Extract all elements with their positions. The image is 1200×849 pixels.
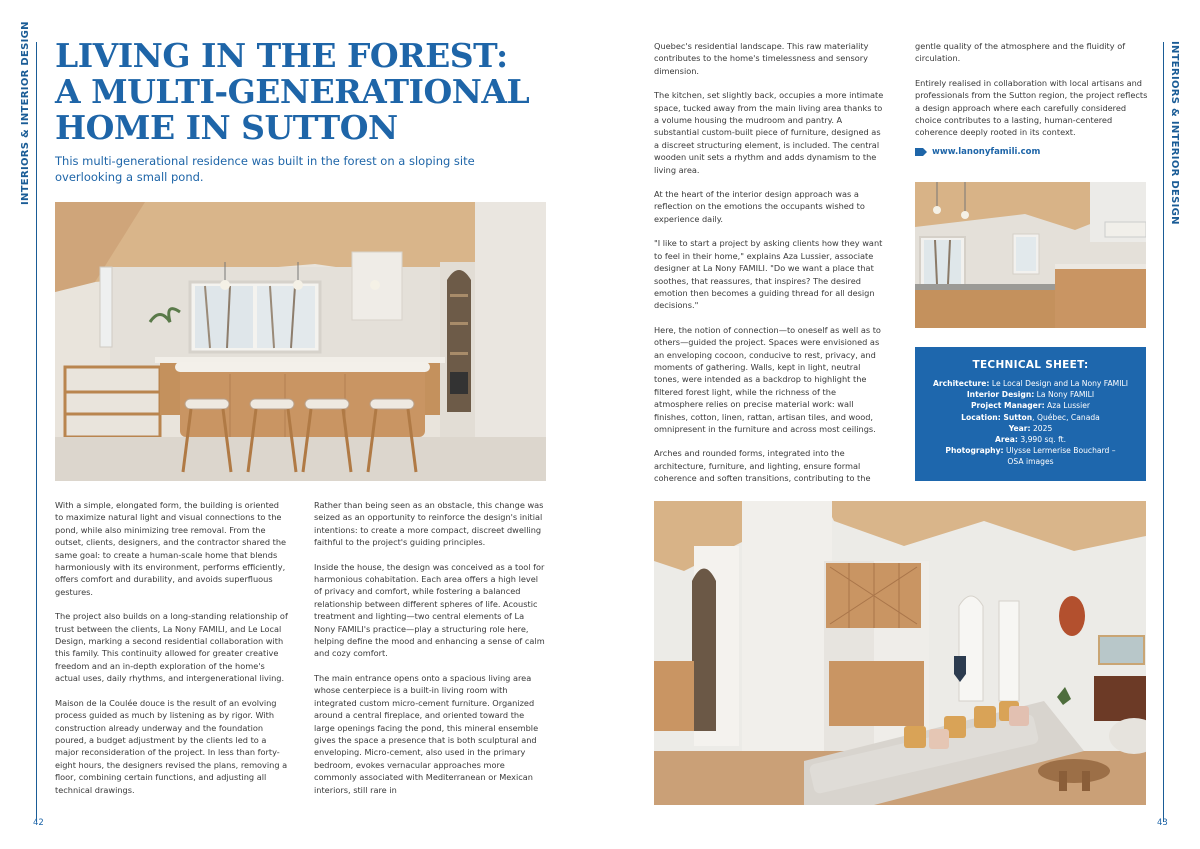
- body-column-4: [915, 40, 1148, 151]
- tech-label: Year:: [1008, 423, 1031, 433]
- tech-row-photography-cont: [915, 456, 1146, 467]
- website-url: www.lanonyfamili.com: [932, 147, 1041, 157]
- paragraph: Quebec's residential landscape. This raw materiality contributes to the home's timelessness and sensory dimension.: [654, 41, 869, 76]
- technical-sheet-heading: TECHNICAL SHEET:: [972, 359, 1089, 371]
- tech-label: Photography:: [945, 446, 1004, 456]
- section-label-left: INTERIORS & INTERIOR DESIGN: [20, 21, 31, 205]
- paragraph: The kitchen, set slightly back, occupies a more intimate space, tucked away from the main living area thanks to a volume housing the mudroom and pantry. A substantial custom-built piece of furniture, designed as a discreet structuring element, is included. The central wooden unit sets a rhythm and adds dynamism to the living area.: [654, 90, 884, 175]
- paragraph: At the heart of the interior design approach was a reflection on the emotions the occupants wished to experience daily.: [654, 189, 865, 224]
- side-rule-right: [1163, 42, 1164, 822]
- side-rule-left: [36, 42, 37, 822]
- paragraph: Rather than being seen as an obstacle, this change was seized as an opportunity to reinforce the design's initial intentions: to create a more compact, discreet dwelling faithful to the project's guiding principles.: [314, 500, 544, 548]
- arrow-right-icon: [915, 148, 927, 156]
- page-number-left: 42: [33, 818, 44, 828]
- article-intro: This multi-generational residence was built in the forest on a sloping site overlooking a small pond.: [55, 154, 475, 184]
- tech-value: 3,990 sq. ft.: [1017, 435, 1067, 445]
- tech-row-architecture: [915, 378, 1146, 389]
- paragraph: Maison de la Coulée douce is the result of an evolving process guided as much by listening as by rigor. With construction already underway and the foundation poured, a budget adjustment by the clients led to a major reconsideration of the project. In less than forty-eight hours, the designers revised the plans, removing a floor, combining certain functions, and adjusting all technical drawings.: [55, 697, 288, 795]
- paragraph: The project also builds on a long-standing relationship of trust between the clients, La Nony FAMILI, and Le Local Design, marking a second residential collaboration with this family. This continuity allowed for greater creative freedom and an in-depth exploration of the home's actual uses, daily rhythms, and intergenerational living.: [55, 611, 288, 684]
- paragraph: The main entrance opens onto a spacious living area whose centerpiece is a built-in living room with integrated custom micro-cement furniture. Organized around a central fireplace, and oriented toward the large openings facing the pond, this mineral ensemble gives the space a presence that is both sculptural and enveloping. Micro-cement, also used in the primary bedroom, evokes vernacular approaches more commonly associated with Mediterranean or Mexican interiors, still rare in: [314, 672, 539, 795]
- paragraph: With a simple, elongated form, the building is oriented to maximize natural light and visual connections to the pond, while also minimizing tree removal. From the outset, clients, designers, and the contractor shared the same goal: to create a human-scale home that blends harmoniously with its environment, performs efficiently, offers comfort and durability, and avoids superfluous gestures.: [55, 500, 287, 597]
- body-column-2: [314, 499, 547, 808]
- title-line-1: LIVING IN THE FOREST:: [55, 36, 508, 75]
- paragraph: Entirely realised in collaboration with local artisans and professionals from the Sutton region, the project reflects a design approach where each carefully considered choice contributes to a lasting, human-centered coherence deeply rooted in its context.: [915, 77, 1148, 138]
- tech-label: Project Manager:: [970, 401, 1045, 411]
- tech-label: Interior Design:: [966, 390, 1035, 400]
- paragraph: Arches and rounded forms, integrated into the architecture, furniture, and lighting, ensure formal coherence and soften transitions, contributing to the: [654, 448, 871, 484]
- tech-value: , Québec, Canada: [1032, 412, 1100, 422]
- tech-row-year: [915, 423, 1146, 434]
- tech-label: Architecture:: [933, 379, 990, 388]
- title-line-2: A MULTI-GENERATIONAL: [55, 72, 530, 111]
- tech-row-project-manager: [915, 400, 1146, 411]
- paragraph: Inside the house, the design was conceived as a tool for harmonious cohabitation. Each area offers a high level of privacy and comfort, while fostering a balanced relationship between different spheres of life. Acoustic treatment and lighting—two central elements of La Nony FAMILI's practice—play a structuring role here, helping define the mood and enhancing a sense of calm and cozy comfort.: [314, 561, 545, 659]
- article-title: [55, 38, 575, 146]
- tech-row-area: [915, 434, 1146, 445]
- tech-label: Area:: [994, 435, 1018, 445]
- website-link[interactable]: [915, 147, 1040, 157]
- tech-value: La Nony FAMILI: [1034, 390, 1095, 400]
- kitchen-detail-photo: [915, 182, 1146, 328]
- tech-label: Location: Sutton: [961, 412, 1033, 422]
- technical-sheet: [915, 347, 1146, 481]
- section-label-right: INTERIORS & INTERIOR DESIGN: [1169, 41, 1180, 225]
- tech-value: Le Local Design and La Nony FAMILI: [989, 379, 1128, 388]
- tech-value: 2025: [1030, 423, 1053, 433]
- living-room-photo: [654, 501, 1146, 805]
- body-column-1: [55, 499, 288, 808]
- tech-value: Ulysse Lermerise Bouchard –: [1003, 446, 1116, 456]
- page-number-right: 43: [1157, 818, 1168, 828]
- paragraph: Here, the notion of connection—to oneself as well as to others—guided the project. Spaces were envisioned as an enveloping cocoon, conducive to rest, privacy, and moments of gathering. Walls, kept in light, neutral tones, were intended as a backdrop to highlight the filtered forest light, while the richness of the atmosphere relies on precise material work: wall finishes, cotton, linen, rattan, artisan tiles, and wood, omnipresent in the furniture and across most ceilings.: [654, 324, 881, 434]
- paragraph: "I like to start a project by asking clients how they want to feel in their home," explains Aza Lussier, associate designer at La Nony FAMILI. "Do we want a place that soothes, that reassures, that inspires? The desired emotion then becomes a guiding thread for all design decisions.": [654, 238, 883, 311]
- tech-row-interior-design: [915, 389, 1146, 400]
- tech-row-location: [915, 412, 1146, 423]
- paragraph: gentle quality of the atmosphere and the fluidity of circulation.: [915, 41, 1126, 64]
- title-line-3: HOME IN SUTTON: [55, 108, 398, 147]
- body-column-3: [654, 40, 887, 497]
- tech-value: Aza Lussier: [1044, 401, 1091, 411]
- tech-row-photography: [915, 445, 1146, 456]
- kitchen-photo: [55, 202, 546, 481]
- tech-value: OSA images: [1007, 457, 1054, 467]
